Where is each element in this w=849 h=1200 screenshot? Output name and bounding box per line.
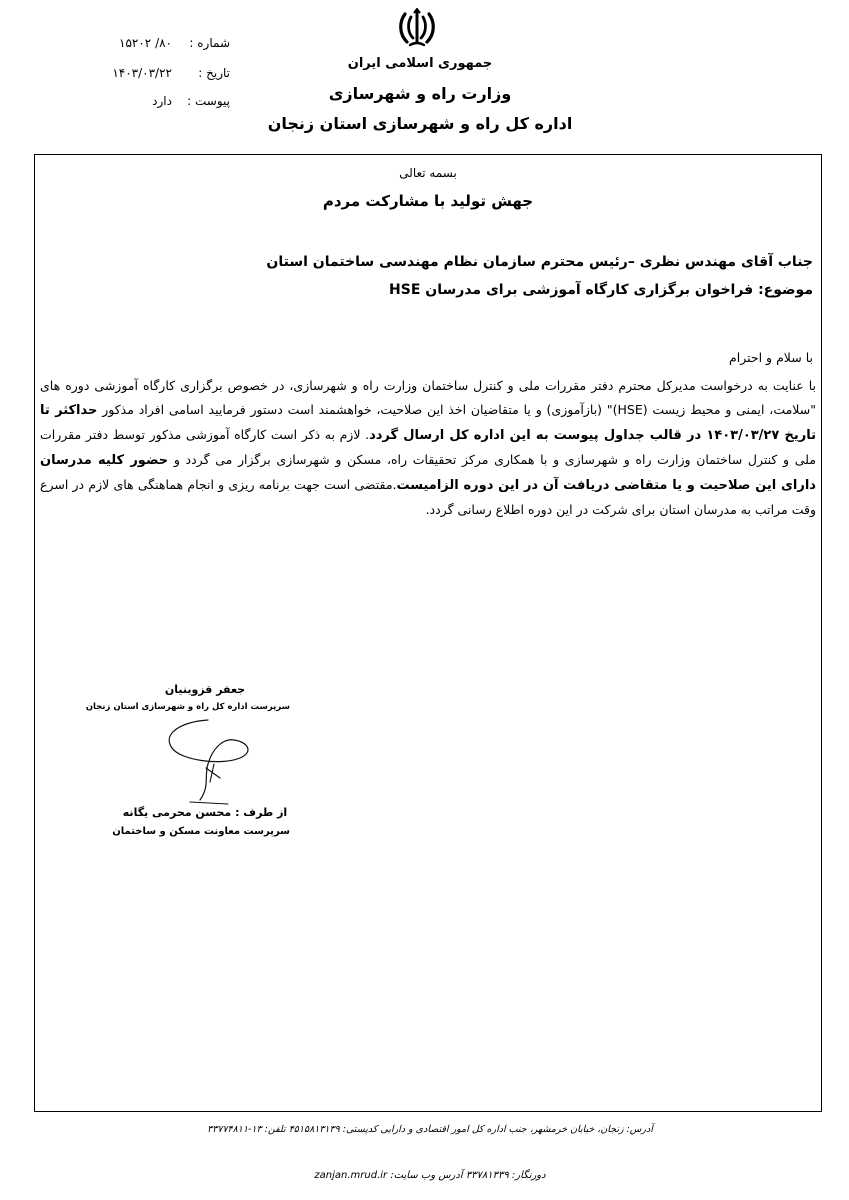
- letter-number-label: شماره :: [189, 36, 230, 50]
- org-name-country: جمهوری اسلامی ایران: [347, 56, 493, 71]
- signer-title: سرپرست اداره کل راه و شهرسازی استان زنجان: [85, 702, 290, 712]
- body-text-1: با عنایت به درخواست مدیرکل محترم دفتر مقررات ملی و کنترل ساختمان وزارت راه و شهرسازی، در خصوص برگزاری کارگاه آموزشی دوره های "سلامت، ایمنی و محیط زیست (HSE)" (بازآموزی) و یا متقاضیان اخذ این صلاحیت، خواهشمند است دستور فرمایید اسامی افراد مذکور: [40, 378, 816, 417]
- body-attendance-requirement: حضور کلیه مدرسان دارای این صلاحیت و یا متقاضی دریافت آن در این دوره الزامیست: [40, 453, 816, 493]
- invocation: بسمه تعالی: [399, 166, 457, 180]
- addressee: جناب آقای مهندس نظری –رئیس محترم سازمان نظام مهندسی ساختمان استان: [266, 254, 813, 270]
- on-behalf-title: سرپرست معاونت مسکن و ساختمان: [112, 826, 290, 837]
- letter-number-row: [30, 36, 230, 56]
- greeting: با سلام و احترام: [729, 350, 813, 365]
- org-name-ministry: وزارت راه و شهرسازی: [328, 84, 512, 103]
- on-behalf-line: از طرف : محسن محرمی یگانه: [122, 806, 288, 819]
- letter-date-value: ۱۴۰۳/۰۳/۲۲: [112, 66, 172, 80]
- body-deadline: حداکثر تا تاریخ ۱۴۰۳/۰۳/۲۷ در قالب جداول پیوست به این اداره کل ارسال گردد: [40, 403, 816, 443]
- slogan: جهش تولید با مشارکت مردم: [322, 192, 534, 210]
- footer-address: آدرس: زنجان، خیابان خرمشهر، جنب اداره کل امور اقتصادی و دارایی کدپستی: ۴۵۱۵۸۱۳۱۳۹ تلفن: ۱۳-۳۳۷۷۴۸۱۱: [207, 1124, 653, 1135]
- body-text-2: . لازم به ذکر است کارگاه آموزشی مذکور توسط دفتر مقررات ملی و کنترل ساختمان وزارت راه و شهرسازی و با همکاری مرکز تحقیقات راه، مسکن و شهرسازی برگزار می گردد و: [40, 427, 816, 467]
- letter-body: [40, 374, 816, 522]
- handwritten-signature: [150, 716, 260, 806]
- letter-attachment-label: پیوست :: [187, 94, 230, 108]
- body-text-3: .مقتضی است جهت برنامه ریزی و انجام هماهنگی های لازم در اسرع وقت مراتب به مدرسان استان برای شرکت در این دوره اطلاع رسانی گردد.: [40, 477, 816, 517]
- letter-attachment-row: [30, 94, 230, 114]
- letter-number-value: ۸۰/ ۱۵۲۰۲: [119, 36, 172, 50]
- subject: موضوع: فراخوان برگزاری کارگاه آموزشی برای مدرسان HSE: [389, 282, 813, 298]
- footer-website: دورنگار: ۳۳۷۸۱۳۳۹ آدرس وب سایت: zanjan.mrud.ir: [314, 1170, 546, 1181]
- letter-date-label: تاریخ :: [198, 66, 230, 80]
- org-name-department: اداره کل راه و شهرسازی استان زنجان: [267, 114, 573, 133]
- signer-name: جعفر قزوینیان: [164, 683, 246, 696]
- letter-attachment-value: دارد: [152, 94, 172, 108]
- letter-date-row: [30, 66, 230, 86]
- iran-emblem-icon: [398, 8, 436, 48]
